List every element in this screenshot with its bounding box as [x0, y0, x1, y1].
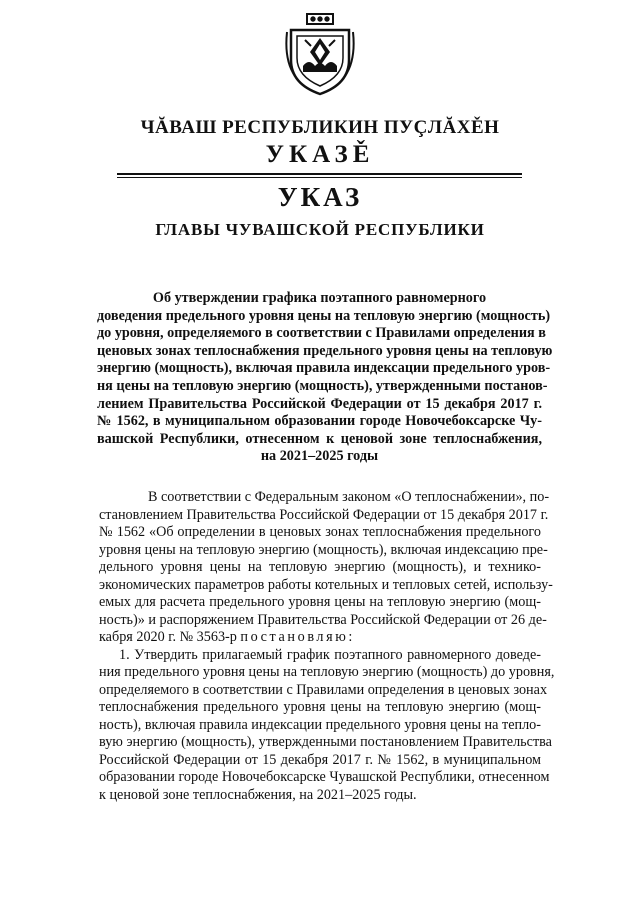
body-line: В соответствии с Федеральным законом «О теплоснабжении», по- — [148, 489, 550, 505]
item-line: определяемого в соответствии с Правилами определения в ценовых зонах — [99, 681, 548, 698]
chuvash-decree-title: УКАЗĚ — [265, 141, 375, 168]
russian-decree-title: УКАЗ — [277, 182, 363, 212]
subject-line: № 1562, в муниципальном образовании городе Новочебоксарске Чу- — [97, 413, 542, 430]
preamble-last-text: кабря 2020 г. № 3563-р — [99, 629, 241, 645]
russian-decree-subtitle: ГЛАВЫ ЧУВАШСКОЙ РЕСПУБЛИКИ — [155, 220, 485, 239]
item-line: к ценовой зоне теплоснабжения, на 2021–2025 годы. — [99, 786, 417, 803]
item-line: ния предельного уровня цены на тепловую энергию (мощность) до уровня, — [99, 664, 555, 680]
item-line: теплоснабжения предельного уровня цены на тепловую энергию (мощ- — [99, 699, 541, 715]
body-line: экономических параметров работы котельных и тепловых сетей, использу- — [99, 576, 553, 593]
subject-line: лением Правительства Российской Федерации от 15 декабря 2017 г. — [97, 395, 542, 412]
decree-word: постановляю: — [240, 629, 355, 645]
subject-line: до уровня, определяемого в соответствии с Правилами определения в — [97, 325, 546, 342]
body-line: дельного уровня цены на тепловую энергию (мощность), и технико- — [99, 559, 541, 575]
item-line: образовании городе Новочебоксарске Чувашской Республики, отнесенном — [99, 769, 550, 785]
item-line: вую энергию (мощность), утвержденными постановлением Правительства — [99, 734, 552, 750]
subject-line: ценовых зонах теплоснабжения предельного уровня цены на тепловую — [97, 342, 553, 359]
subject-line: на 2021–2025 годы — [260, 448, 379, 465]
body-line: становлением Правительства Российской Федерации от 15 декабря 2017 г. — [99, 506, 549, 523]
chuvash-emblem-icon — [285, 10, 355, 96]
chuvash-header-line: ЧĂВАШ РЕСПУБЛИКИН ПУÇЛĂХĚН — [140, 117, 500, 138]
body-line: емых для расчета предельного уровня цены на тепловую энергию (мощ- — [99, 594, 541, 610]
subject-line: вашской Республики, отнесенном к ценовой зоне теплоснабжения, — [97, 430, 542, 447]
item-line: Российской Федерации от 15 декабря 2017 г. № 1562, в муниципальном — [99, 751, 541, 768]
subject-line: Об утверждении графика поэтапного равномерного — [152, 290, 487, 306]
body-line: № 1562 «Об определении в ценовых зонах теплоснабжения предельного — [99, 524, 541, 540]
subject-line: энергию (мощность), включая правила индексации предельного уров- — [97, 360, 551, 377]
body-line: уровня цены на тепловую энергию (мощность), включая индексацию пре- — [99, 541, 548, 558]
header-divider-thin — [117, 177, 522, 178]
decree-subject — [97, 290, 553, 466]
subject-line: доведения предельного уровня цены на тепловую энергию (мощность) — [97, 307, 551, 324]
body-line: ность)» и распоряжением Правительства Российской Федерации от 26 де- — [99, 611, 547, 628]
decree-body — [99, 489, 555, 804]
subject-line: ня цены на тепловую энергию (мощность), утвержденными постанов- — [97, 377, 548, 394]
header-divider-thick — [117, 173, 522, 175]
body-line-decree — [99, 629, 541, 647]
item-line: 1. Утвердить прилагаемый график поэтапного равномерного доведе- — [119, 646, 541, 663]
item-line: ность), включая правила индексации предельного уровня цены на тепло- — [99, 716, 541, 733]
